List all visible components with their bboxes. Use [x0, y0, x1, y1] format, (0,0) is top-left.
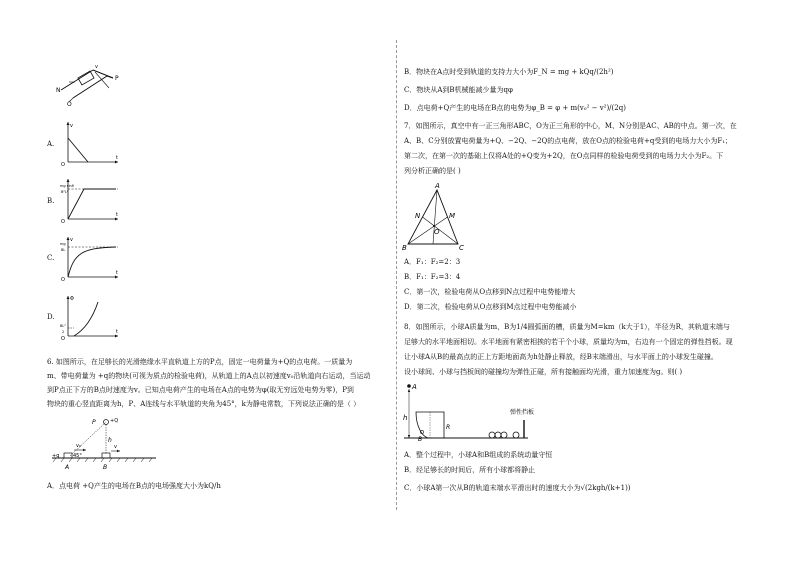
x-axis-label: t [116, 270, 118, 276]
q6-option-d: D．点电荷+Q产生的电场在B点的电势为φ_B = φ + m(v₀² − v²)/(2q) [404, 104, 626, 112]
vertex-a: A [435, 182, 440, 190]
origin-label: O [61, 162, 65, 166]
label-p: P [115, 75, 119, 82]
q6-line-1: 6. 如图所示，在足够长的光滑绝缘水平直轨道上方的P点，固定一电荷量为+Q的点电荷。一质量为 [47, 358, 353, 366]
label-b: B [418, 436, 423, 443]
q8-line-3: 让小球A从B的最高点的正上方距地面高为h处静止释放，经B末端滑出，与水平面上的小球发生碰撞。 [404, 353, 718, 361]
origin-label: O [61, 336, 65, 340]
q8-line-1: 8．如图所示，小球A质量为m，B为1/4圆弧面的槽，质量为M=km（k大于1），半径为R，其轨道末端与 [404, 323, 730, 331]
q8-line-2: 足够大的水平地面相切。水平地面有紧密相挨的若干个小球，质量均为m，右边有一个固定的弹性挡板。现 [404, 338, 733, 346]
q6-line-2: m、带电荷量为 +q的物块(可视为质点的检验电荷)，从轨道上的A点以初速度v₀沿轨道向右运动，当运动 [47, 372, 371, 380]
q6-option-a: A．点电荷 +Q产生的电场在B点的电场强度大小为kQ/h [47, 482, 221, 490]
vertex-c: C [459, 244, 464, 252]
q7-line-3: 第二次，在第一次的基础上仅将A处的+Q变为+2Q，在O点同样的检验电荷受到的电场力大小为F₂。下 [404, 152, 724, 160]
q8-option-c: C．小球A第一次从B的轨道末端水平滑出时的速度大小为√(2kgh/(k+1)) [404, 484, 631, 492]
option-d-letter: D. [47, 313, 55, 321]
label-n: N [56, 87, 61, 94]
q7-line-1: 7．如图所示，真空中有一正三角形ABC，O为正三角形的中心，M、N分别是AC、AB的中点。第一次，在 [404, 122, 737, 130]
label-p: P [92, 419, 96, 426]
q8-option-b: B．经足够长的时间后，所有小球都将静止 [404, 466, 536, 474]
label-b: B [103, 464, 108, 471]
midpoint-n: N [415, 212, 421, 220]
y-mark-denominator: 2 [62, 330, 65, 334]
option-d-graph [60, 292, 122, 340]
y-mark-denominator: BL [61, 248, 66, 252]
midpoint-m: M [449, 212, 456, 220]
label-r: R [446, 424, 451, 431]
q6-line-3: 到P点正下方的B点时速度为v。已知点电荷产生的电场在A点的电势为φ(取无穷远处电势为零)，P到 [47, 386, 354, 394]
y-mark: mg sinθ [60, 184, 74, 188]
option-a-letter: A. [47, 140, 55, 148]
option-c-letter: C. [47, 254, 55, 262]
y-mark-denominator: B²L² [61, 190, 69, 194]
origin-label: O [61, 277, 65, 281]
label-a: A [65, 464, 70, 471]
q7-option-c: C．第一次，检验电荷从O点移到N点过程中电势能增大 [404, 288, 576, 296]
q6-option-b: B．物块在A点时受到轨道的支持力大小为F_N = mg + kQq/(2h²) [404, 68, 614, 76]
q8-option-a: A．整个过程中，小球A和B组成的系统动量守恒 [404, 451, 553, 459]
inclined-rail-figure [55, 58, 125, 108]
option-a-graph [60, 118, 122, 166]
label-angle: 45° [73, 453, 82, 459]
q6-figure [50, 414, 160, 472]
column-divider [396, 40, 397, 510]
x-axis-label: t [116, 329, 118, 335]
y-mark: mg [60, 242, 66, 246]
q6-option-c: C．物块从A到B机械能减少量为qφ [404, 86, 513, 94]
origin-label: O [61, 219, 65, 223]
label-v0: v₀ [76, 443, 81, 449]
q7-triangle-figure [398, 180, 466, 252]
y-mark: BL² [60, 324, 66, 328]
x-axis-label: t [116, 155, 118, 161]
label-h: h [108, 437, 112, 444]
x-axis-label: t [116, 212, 118, 218]
label-v: v [95, 64, 98, 70]
label-plus-q: +Q [110, 418, 119, 424]
y-axis-label: v [70, 237, 73, 243]
q7-line-4: 列分析正确的是( ) [404, 167, 461, 175]
option-b-letter: B. [47, 197, 55, 205]
center-o: O [434, 228, 440, 236]
label-a: A [412, 383, 417, 391]
y-axis-label: v [70, 123, 73, 129]
vertex-b: B [402, 244, 407, 252]
label-v: v [114, 444, 117, 450]
label-plus-q-charge: +q [52, 453, 60, 459]
label-elastic-board: 弹性挡板 [510, 409, 535, 416]
label-h: h [403, 414, 408, 422]
q7-option-a: A．F₁：F₂=2：3 [404, 258, 461, 266]
q8-line-4: 设小球间、小球与挡板间的碰撞均为弹性正碰，所有接触面均光滑，重力加速度为g。则( ) [404, 368, 683, 376]
q7-line-2: A、B、C分别放置电荷量为+Q、−2Q、−2Q的点电荷，放在O点的检验电荷+q受到的电场力大小为F₁； [404, 137, 733, 145]
q7-option-d: D．第二次，检验电荷从O点移到M点过程中电势能减小 [404, 303, 577, 311]
q7-option-b: B．F₁：F₂=3：4 [404, 273, 461, 281]
option-c-graph [60, 233, 122, 281]
y-axis-label: Φ [70, 296, 74, 302]
label-o: O [67, 101, 72, 108]
q8-figure [400, 380, 560, 446]
option-b-graph [60, 175, 122, 223]
q6-line-4: 物块的重心竖直距离为h，P、A连线与水平轨道的夹角为45°，k为静电常数，下列说法正确的是（ ） [47, 400, 361, 408]
